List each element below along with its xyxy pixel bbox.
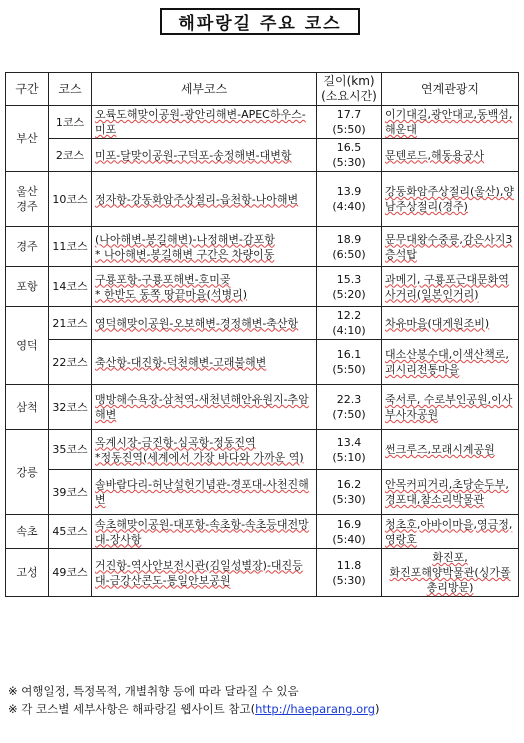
- length-km: 16.5: [336, 141, 362, 154]
- header-region: 구간: [6, 73, 49, 106]
- footnote-2-prefix: ※ 각 코스별 세부사항은 해파랑길 웹사이트 참고(: [8, 702, 256, 716]
- website-link[interactable]: http://haeparang.org: [255, 702, 375, 716]
- length-cell: [317, 307, 382, 340]
- course-cell: 39코스: [49, 470, 92, 515]
- length-time: (6:50): [332, 247, 366, 261]
- header-length: [317, 73, 382, 106]
- length-km: 11.8: [336, 558, 362, 572]
- course-cell: 14코스: [49, 267, 92, 307]
- length-km: 13.4: [336, 435, 362, 449]
- course-cell: 45코스: [49, 515, 92, 549]
- length-km: 12.2: [336, 309, 362, 322]
- detail-cell: 미포-달맞이공원-구덕포-송정해변-대변항: [92, 139, 317, 172]
- page-title: 해파랑길 주요 코스: [160, 8, 360, 35]
- detail-cell: 구룡포항-구룡포해변-호미곶 * 한반도 동쪽 땅끝마을(석병리): [92, 267, 317, 307]
- region-cell: 울산 경주: [6, 172, 49, 227]
- table-row: [6, 267, 519, 307]
- region-cell: 경주: [6, 227, 49, 267]
- length-cell: [317, 139, 382, 172]
- table-header-row: [6, 73, 519, 106]
- links-cell: 과메기, 구룡포근대문화역사거리(일본인거리): [382, 267, 519, 307]
- length-cell: [317, 515, 382, 549]
- course-cell: 2코스: [49, 139, 92, 172]
- length-km: 17.7: [336, 108, 362, 121]
- region-cell: 삼척: [6, 385, 49, 430]
- course-cell: 11코스: [49, 227, 92, 267]
- table-row: [6, 340, 519, 385]
- length-time: (4:40): [332, 200, 366, 213]
- course-cell: 22코스: [49, 340, 92, 385]
- length-cell: [317, 106, 382, 139]
- length-km: 15.3: [336, 272, 362, 286]
- length-cell: [317, 549, 382, 597]
- header-links: 연계관광지: [382, 73, 519, 106]
- length-km: 16.2: [336, 478, 362, 491]
- length-time: (5:40): [332, 532, 366, 546]
- length-km: 22.3: [336, 393, 362, 406]
- header-detail: 세부코스: [92, 73, 317, 106]
- course-cell: 10코스: [49, 172, 92, 227]
- length-km: 16.9: [336, 517, 362, 531]
- links-cell: 문텐로드,해동용궁사: [382, 139, 519, 172]
- course-table: [5, 72, 519, 597]
- length-time: (4:10): [332, 324, 366, 337]
- region-cell: 고성: [6, 549, 49, 597]
- links-cell: 화진포, 화진포해양박물관(싱가폴총리방문): [382, 549, 519, 597]
- table-row: [6, 172, 519, 227]
- table-row: [6, 307, 519, 340]
- table-row: [6, 106, 519, 139]
- detail-cell: 옥계시장-금진항-심곡항-정동진역 *정동진역(세계에서 가장 바다와 가까운 역): [92, 430, 317, 470]
- region-cell: 속초: [6, 515, 49, 549]
- length-km: 16.1: [336, 348, 362, 361]
- course-cell: 35코스: [49, 430, 92, 470]
- footnote-2: [8, 701, 380, 717]
- links-cell: 강동화암주상절리(울산),양남주상절리(경주): [382, 172, 519, 227]
- detail-cell: (나아해변-봉길해변)-나정해변-감포항 * 나아해변-봉길해변 구간은 차량이동: [92, 227, 317, 267]
- table-row: [6, 385, 519, 430]
- length-cell: [317, 172, 382, 227]
- links-cell: 안목커피거리,초당순두부,경포대,참소리박물관: [382, 470, 519, 515]
- links-cell: 차유마을(대게원조비): [382, 307, 519, 340]
- links-cell: 대소산봉수대,이색산책로, 괴시리전통마을: [382, 340, 519, 385]
- length-time: (5:10): [332, 450, 366, 464]
- length-cell: [317, 227, 382, 267]
- region-cell: 포항: [6, 267, 49, 307]
- region-cell: 강릉: [6, 430, 49, 515]
- length-km: 13.9: [336, 185, 362, 198]
- length-time: (5:30): [332, 493, 366, 506]
- detail-cell: 영덕해맞이공원-오보해변-경정해변-축산항: [92, 307, 317, 340]
- footnote-2-suffix: ): [375, 702, 380, 716]
- detail-cell: 오륙도해맞이공원-광안리해변-APEC하우스-미포: [92, 106, 317, 139]
- table-row: [6, 139, 519, 172]
- course-cell: 49코스: [49, 549, 92, 597]
- table-row: [6, 430, 519, 470]
- links-cell: 문무대왕수중릉,감은사지3층석탑: [382, 227, 519, 267]
- header-length-line1: 길이(km): [323, 74, 375, 88]
- length-time: (5:20): [332, 287, 366, 301]
- footnote-1: ※ 여행일정, 특정목적, 개별취향 등에 따라 달라질 수 있음: [8, 684, 299, 698]
- course-cell: 32코스: [49, 385, 92, 430]
- length-cell: [317, 430, 382, 470]
- region-cell: 영덕: [6, 307, 49, 385]
- length-cell: [317, 267, 382, 307]
- detail-cell: 정자항-강동화암주상절리-읍천항-나아해변: [92, 172, 317, 227]
- length-time: (5:50): [332, 123, 366, 136]
- header-length-line2: (소요시간): [321, 89, 377, 103]
- links-cell: 죽서루, 수로부인공원,이사부사자공원: [382, 385, 519, 430]
- detail-cell: 축산항-대진항-덕천해변-고래불해변: [92, 340, 317, 385]
- detail-cell: 거진항-역사안보전시관(김일성별장)-대진등대-금강산콘도-통일안보공원: [92, 549, 317, 597]
- detail-cell: 맹방해수욕장-삼척역-새천년해안유원지-추암해변: [92, 385, 317, 430]
- links-cell: 청초호,아바이마을,영금정,영랑호: [382, 515, 519, 549]
- detail-cell: 속초해맞이공원-대포항-속초항-속초등대전망대-장사항: [92, 515, 317, 549]
- length-time: (5:50): [332, 363, 366, 376]
- detail-cell: 솔바람다리-허난설헌기념관-경포대-사천진해변: [92, 470, 317, 515]
- header-course: 코스: [49, 73, 92, 106]
- length-time: (7:50): [332, 408, 366, 421]
- table-row: [6, 470, 519, 515]
- region-cell: 부산: [6, 106, 49, 172]
- table-row: [6, 227, 519, 267]
- length-time: (5:30): [332, 156, 366, 169]
- course-cell: 1코스: [49, 106, 92, 139]
- table-row: [6, 549, 519, 597]
- length-cell: [317, 470, 382, 515]
- table-row: [6, 515, 519, 549]
- links-cell: 썬크루즈,모래시계공원: [382, 430, 519, 470]
- length-time: (5:30): [332, 573, 366, 587]
- length-cell: [317, 340, 382, 385]
- course-cell: 21코스: [49, 307, 92, 340]
- links-cell: 이기대길,광안대교,동백섬,해운대: [382, 106, 519, 139]
- length-cell: [317, 385, 382, 430]
- length-km: 18.9: [336, 232, 362, 246]
